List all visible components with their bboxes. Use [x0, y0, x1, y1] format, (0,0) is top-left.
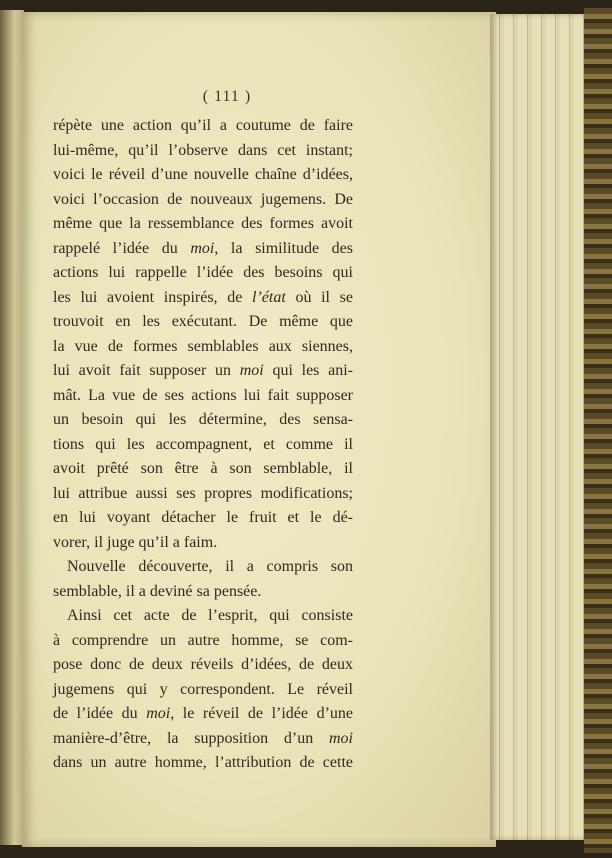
- text-segment: voici l’occasion de nouveaux jugemens. De: [53, 190, 353, 208]
- text-segment: , la similitude des: [214, 239, 354, 257]
- italic-text: moi: [239, 362, 264, 379]
- text-segment: Ainsi cet acte de l’esprit, qui consiste: [67, 607, 353, 624]
- text-line: [53, 727, 353, 752]
- text-line: [53, 310, 353, 335]
- text-line: [53, 702, 353, 727]
- text-segment: répète une action qu’il a coutume de faire: [53, 117, 353, 134]
- italic-text: moi: [190, 239, 215, 257]
- text-segment: lui attribue aussi ses propres modifications;: [53, 484, 353, 502]
- text-segment: à comprendre un autre homme, se com-: [53, 631, 353, 649]
- text-segment: jugemens qui y correspondent. Le réveil: [53, 680, 353, 698]
- italic-text: moi: [329, 729, 353, 747]
- text-line: [53, 433, 353, 458]
- text-segment: lui-même, qu’il l’observe dans cet instant;: [53, 141, 353, 159]
- book-cover-left-edge: [0, 10, 24, 845]
- text-segment: actions lui rappelle l’idée des besoins qui: [53, 264, 353, 281]
- text-line: [53, 629, 353, 654]
- body-text: [53, 114, 353, 776]
- text-line: [53, 359, 353, 384]
- text-segment: où il se: [285, 288, 353, 306]
- text-segment: trouvoit en les exécutant. De même que: [53, 313, 353, 330]
- text-segment: semblable, il a deviné sa pensée.: [53, 582, 262, 600]
- page-number: ( 111 ): [202, 88, 252, 105]
- text-line: [53, 580, 353, 605]
- text-line: [53, 286, 353, 311]
- italic-text: l’état: [252, 288, 286, 306]
- text-segment: rappelé l’idée du: [53, 239, 191, 257]
- text-line: [53, 555, 353, 580]
- text-line: [53, 139, 353, 164]
- text-segment: la vue de formes semblables aux siennes,: [53, 337, 353, 355]
- text-line: [53, 335, 353, 360]
- text-segment: vorer, il juge qu’il a faim.: [53, 533, 218, 551]
- text-segment: de l’idée du: [53, 705, 147, 722]
- text-line: [53, 457, 353, 482]
- text-segment: voici le réveil d’une nouvelle chaîne d’idées,: [53, 166, 353, 183]
- page-fore-edge: [490, 14, 586, 840]
- text-line: [53, 384, 353, 409]
- text-segment: les lui avoient inspirés, de: [53, 288, 252, 306]
- text-segment: tions qui les accompagnent, et comme il: [53, 435, 353, 453]
- text-line: [53, 751, 353, 776]
- text-line: [53, 653, 353, 678]
- text-line: [53, 114, 353, 139]
- text-segment: en lui voyant détacher le fruit et le dé-: [53, 509, 353, 526]
- text-segment: pose donc de deux réveils d’idées, de deux: [53, 656, 353, 673]
- text-line: [53, 678, 353, 703]
- italic-text: moi: [146, 705, 171, 722]
- text-segment: dans un autre homme, l’attribution de cette: [53, 754, 353, 771]
- text-segment: , le réveil de l’idée d’une: [170, 705, 353, 722]
- text-line: [53, 237, 353, 262]
- text-segment: avoit prêté son être à son semblable, il: [53, 460, 353, 477]
- text-line: [53, 212, 353, 237]
- text-segment: qui les ani-: [263, 362, 353, 379]
- text-segment: lui avoit fait supposer un: [53, 362, 240, 379]
- text-line: [53, 408, 353, 433]
- text-line: [53, 261, 353, 286]
- text-line: [53, 188, 353, 213]
- text-segment: manière-d’être, la supposition d’un: [53, 729, 329, 747]
- text-segment: un besoin qui les détermine, des sensa-: [53, 411, 353, 428]
- text-segment: Nouvelle découverte, il a compris son: [67, 558, 353, 575]
- text-line: [53, 604, 353, 629]
- text-segment: même que la ressemblance des formes avoit: [53, 215, 353, 232]
- text-line: [53, 482, 353, 507]
- text-segment: mât. La vue de ses actions lui fait supposer: [53, 386, 353, 404]
- text-line: [53, 163, 353, 188]
- book-binding-edge: [584, 8, 612, 853]
- text-line: [53, 531, 353, 556]
- text-line: [53, 506, 353, 531]
